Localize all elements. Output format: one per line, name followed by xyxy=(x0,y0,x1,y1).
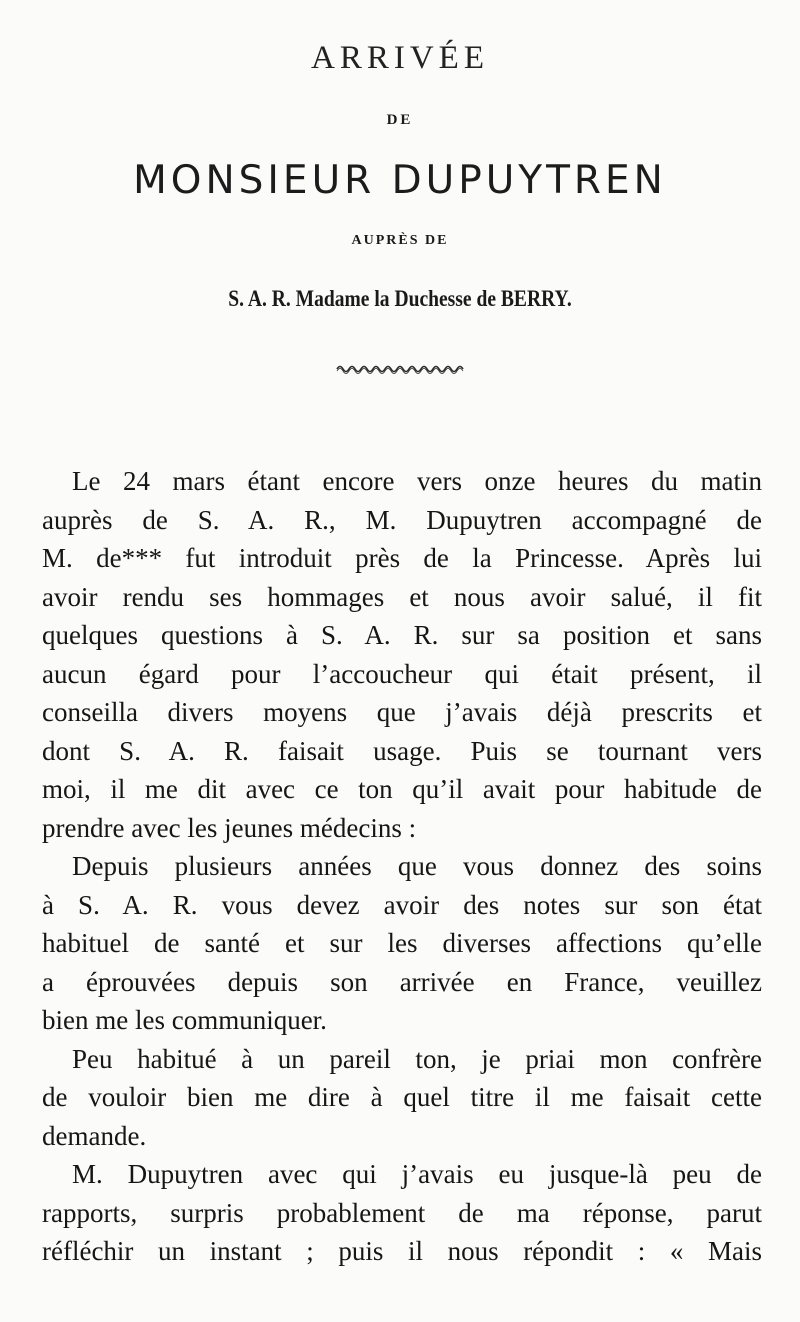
text-line: Le 24 mars étant encore vers onze heures du matin xyxy=(72,466,762,496)
body-text xyxy=(42,462,762,1271)
text-line: a éprouvées depuis son arrivée en France, veuillez xyxy=(42,966,762,997)
title-aupres-de: AUPRÈS DE xyxy=(351,233,449,248)
text-line: de vouloir bien me dire à quel titre il me faisait cette xyxy=(42,1082,762,1112)
title-dedicatee: S. A. R. Madame la Duchesse de BERRY. xyxy=(228,286,572,311)
text-line: bien me les communiquer. xyxy=(42,1005,327,1035)
text-line: rapports, surpris probablement de ma réponse, parut xyxy=(42,1197,762,1228)
text-line: réfléchir un instant ; puis il nous répondit : « Mais xyxy=(42,1236,762,1266)
text-line: conseilla divers moyens que j’avais déjà prescrits et xyxy=(42,697,762,727)
text-line: moi, il me dit avec ce ton qu’il avait pour habitude de xyxy=(42,774,762,804)
text-line: M. de*** fut introduit près de la Princesse. Après lui xyxy=(42,543,762,573)
text-line: quelques questions à S. A. R. sur sa position et sans xyxy=(42,620,762,650)
text-line: prendre avec les jeunes médecins : xyxy=(42,812,417,843)
paragraph-4 xyxy=(42,1155,762,1271)
text-line: habituel de santé et sur les diverses affections qu’elle xyxy=(42,928,762,958)
text-line: Depuis plusieurs années que vous donnez des soins xyxy=(72,851,762,881)
text-line: avoir rendu ses hommages et nous avoir salué, il fit xyxy=(42,581,762,612)
paragraph-3 xyxy=(42,1040,762,1156)
text-line: auprès de S. A. R., M. Dupuytren accompagné de xyxy=(42,504,762,535)
title-de: DE xyxy=(386,112,414,128)
text-line: aucun égard pour l’accoucheur qui était présent, il xyxy=(42,658,762,689)
text-line: à S. A. R. vous devez avoir des notes sur son état xyxy=(42,889,762,920)
title-arrivee: ARRIVÉE xyxy=(311,40,489,76)
title-monsieur-dupuytren: MONSIEUR DUPUYTREN xyxy=(133,158,667,203)
text-line: Peu habitué à un pareil ton, je priai mon confrère xyxy=(72,1043,762,1074)
text-line: dont S. A. R. faisait usage. Puis se tournant vers xyxy=(42,735,762,766)
text-line: M. Dupuytren avec qui j’avais eu jusque-là peu de xyxy=(72,1159,762,1189)
text-line: demande. xyxy=(42,1120,147,1151)
paragraph-2 xyxy=(42,847,762,1040)
paragraph-1 xyxy=(42,462,762,847)
wavy-rule-ornament xyxy=(335,362,465,376)
